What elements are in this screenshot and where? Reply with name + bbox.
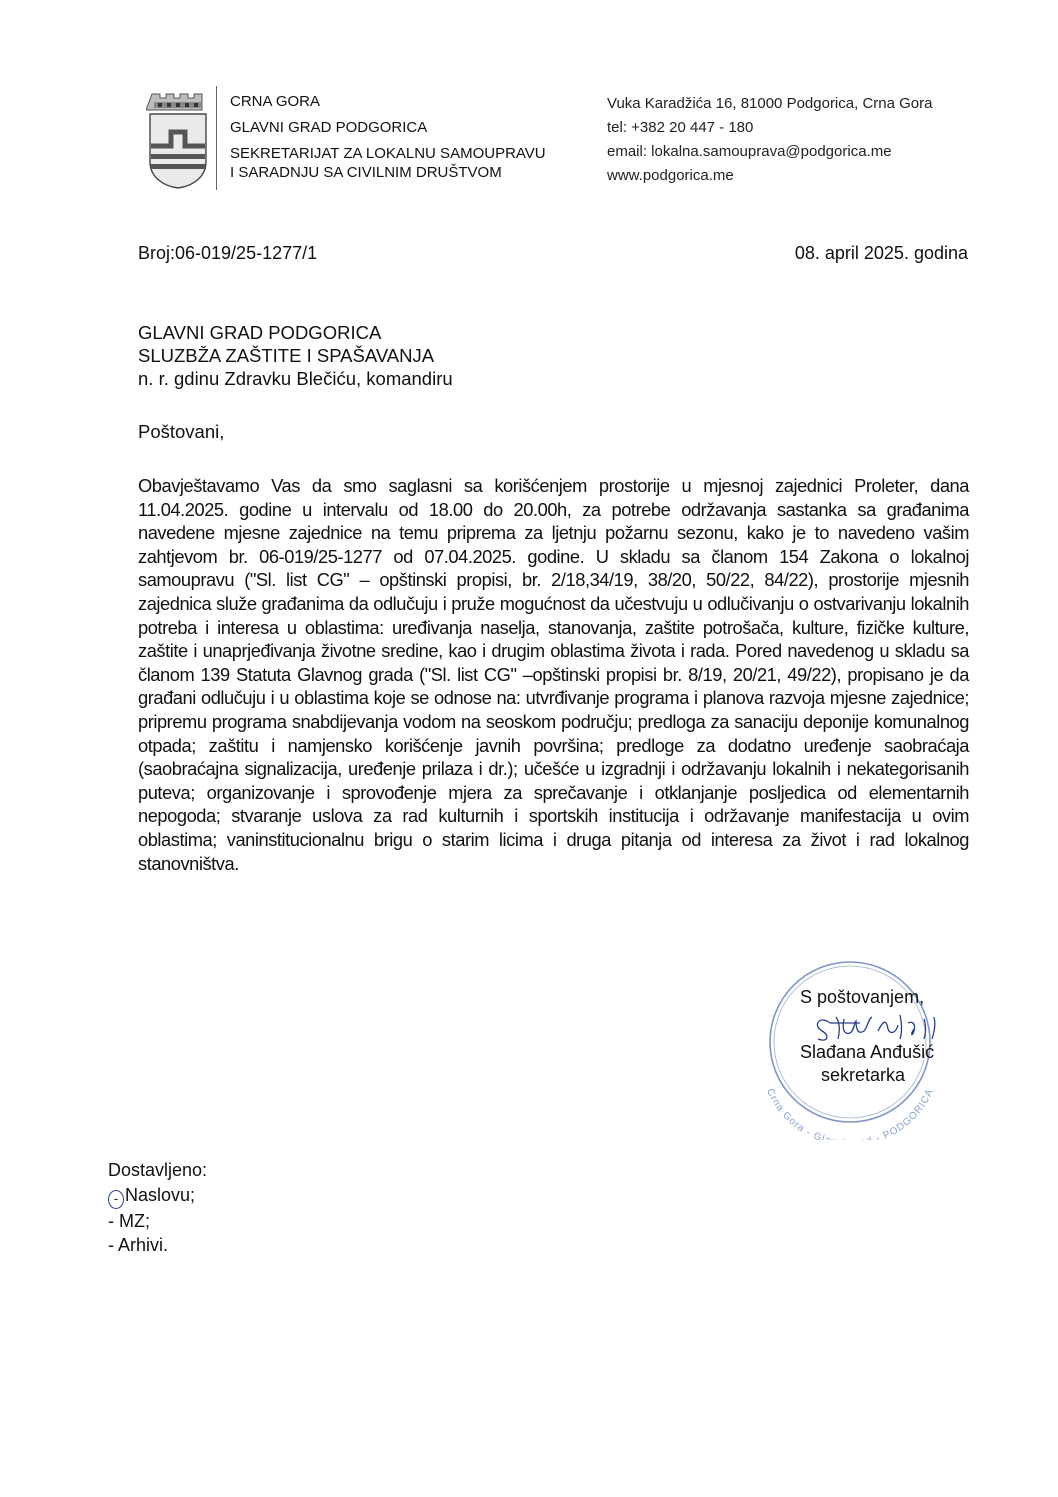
contact-block <box>607 92 932 188</box>
org-country: CRNA GORA <box>230 93 321 110</box>
recipient-block <box>138 321 453 390</box>
greeting: Poštovani, <box>138 421 225 442</box>
letter-date: 08. april 2025. godina <box>794 243 968 263</box>
signatory-name: Slađana Anđušić <box>800 1042 935 1062</box>
delivery-item <box>108 1183 207 1209</box>
recipient-line: GLAVNI GRAD PODGORICA <box>138 322 382 343</box>
signature <box>800 1009 970 1041</box>
delivery-heading: Dostavljeno: <box>108 1160 208 1180</box>
delivery-item-label: Naslovu; <box>125 1184 196 1205</box>
closing-salutation: S poštovanjem, <box>800 987 925 1007</box>
organization-block <box>230 92 546 182</box>
closing-block <box>800 986 970 1087</box>
website[interactable]: www.podgorica.me <box>607 167 734 184</box>
stamp-text: Crna Gora - Gl - PODGORICA <box>763 1086 937 1140</box>
coat-of-arms-icon <box>146 88 210 190</box>
delivery-list <box>108 1158 207 1258</box>
org-department-2: I SARADNJU SA CIVILNIM DRUŠTVOM <box>230 164 502 181</box>
address: Vuka Karadžića 16, 81000 Podgorica, Crna Gora <box>607 95 933 112</box>
header-divider <box>216 86 217 190</box>
org-city: GLAVNI GRAD PODGORICA <box>230 119 428 136</box>
signatory-title: sekretarka <box>821 1065 906 1085</box>
recipient-line: n. r. gdinu Zdravku Blečiću, komandiru <box>138 368 453 389</box>
delivery-item: - Arhivi. <box>108 1235 169 1255</box>
circled-dash-mark: - <box>108 1190 124 1209</box>
reference-number: Broj:06-019/25-1277/1 <box>138 243 318 263</box>
delivery-item: - MZ; <box>108 1210 150 1231</box>
letter-body: Obavještavamo Vas da smo saglasni sa korišćenjem prostorije u mjesnoj zajednici Proleter, dana 11.04.2025. godine u intervalu od 18.00 do 20.00h, za potrebe održavanja sastanka sa građanima navedene mjesne zajednice na temu priprema za ljetnju požarnu sezonu, kako je to navedeno vašim zahtjevom br. 06-019/25-1277 od 07.04.2025. godine. U skladu sa članom 154 Zakona o lokalnoj samoupravu ("Sl. list CG" – opštinski propisi, br. 2/18,34/19, 38/20, 50/22, 84/22), prostorije mjesnih zajednica služe građanima da odlučuju i pruže mogućnost da učestvuju u odlučivanju o ostvarivanju lokalnih potreba i interesa u oblastima: uređivanja naselja, stanovanja, zaštite potrošača, kulture, fizičke kulture, zaštite i unaprjeđivanja životne sredine, kao i drugim oblastima života i rada. Pored navedenog u skladu sa članom 139 Statuta Glavnog grada ("Sl. list CG" –opštinski propisi br. 8/19, 20/21, 49/22), propisano je da građani odlučuju i u oblastima koje se odnose na: utvrđivanje programa i planova razvoja mjesne zajednice; pripremu programa snabdijevanja vodom na seoskom području; predloga za sanaciju deponije komunalnog otpada; zaštitu i namjensko korišćenje javnih površina; predloge za dodatno uređenje saobraćaja (saobraćajna signalizacija, uređenje prilaza i dr.); učešće u izgradnji i održavanju lokalnih i nekategorisanih puteva; organizovanje i sprovođenje mjera za sprečavanje i otklanjanje posljedica od elementarnih nepogoda; stvaranje uslova za rad kulturnih i sportskih institucija i održavanje manifestacija u ovim oblastima; vaninstitucionalnu brigu o starim licima i druga pitanja od interesa za život i rad lokalnog stanovništva. <box>138 475 969 874</box>
phone: tel: +382 20 447 - 180 <box>607 119 754 136</box>
email[interactable]: email: lokalna.samouprava@podgorica.me <box>607 143 892 160</box>
org-department: SEKRETARIJAT ZA LOKALNU SAMOUPRAVU <box>230 145 546 162</box>
recipient-line: SLUZBŽA ZAŠTITE I SPAŠAVANJA <box>138 345 435 366</box>
